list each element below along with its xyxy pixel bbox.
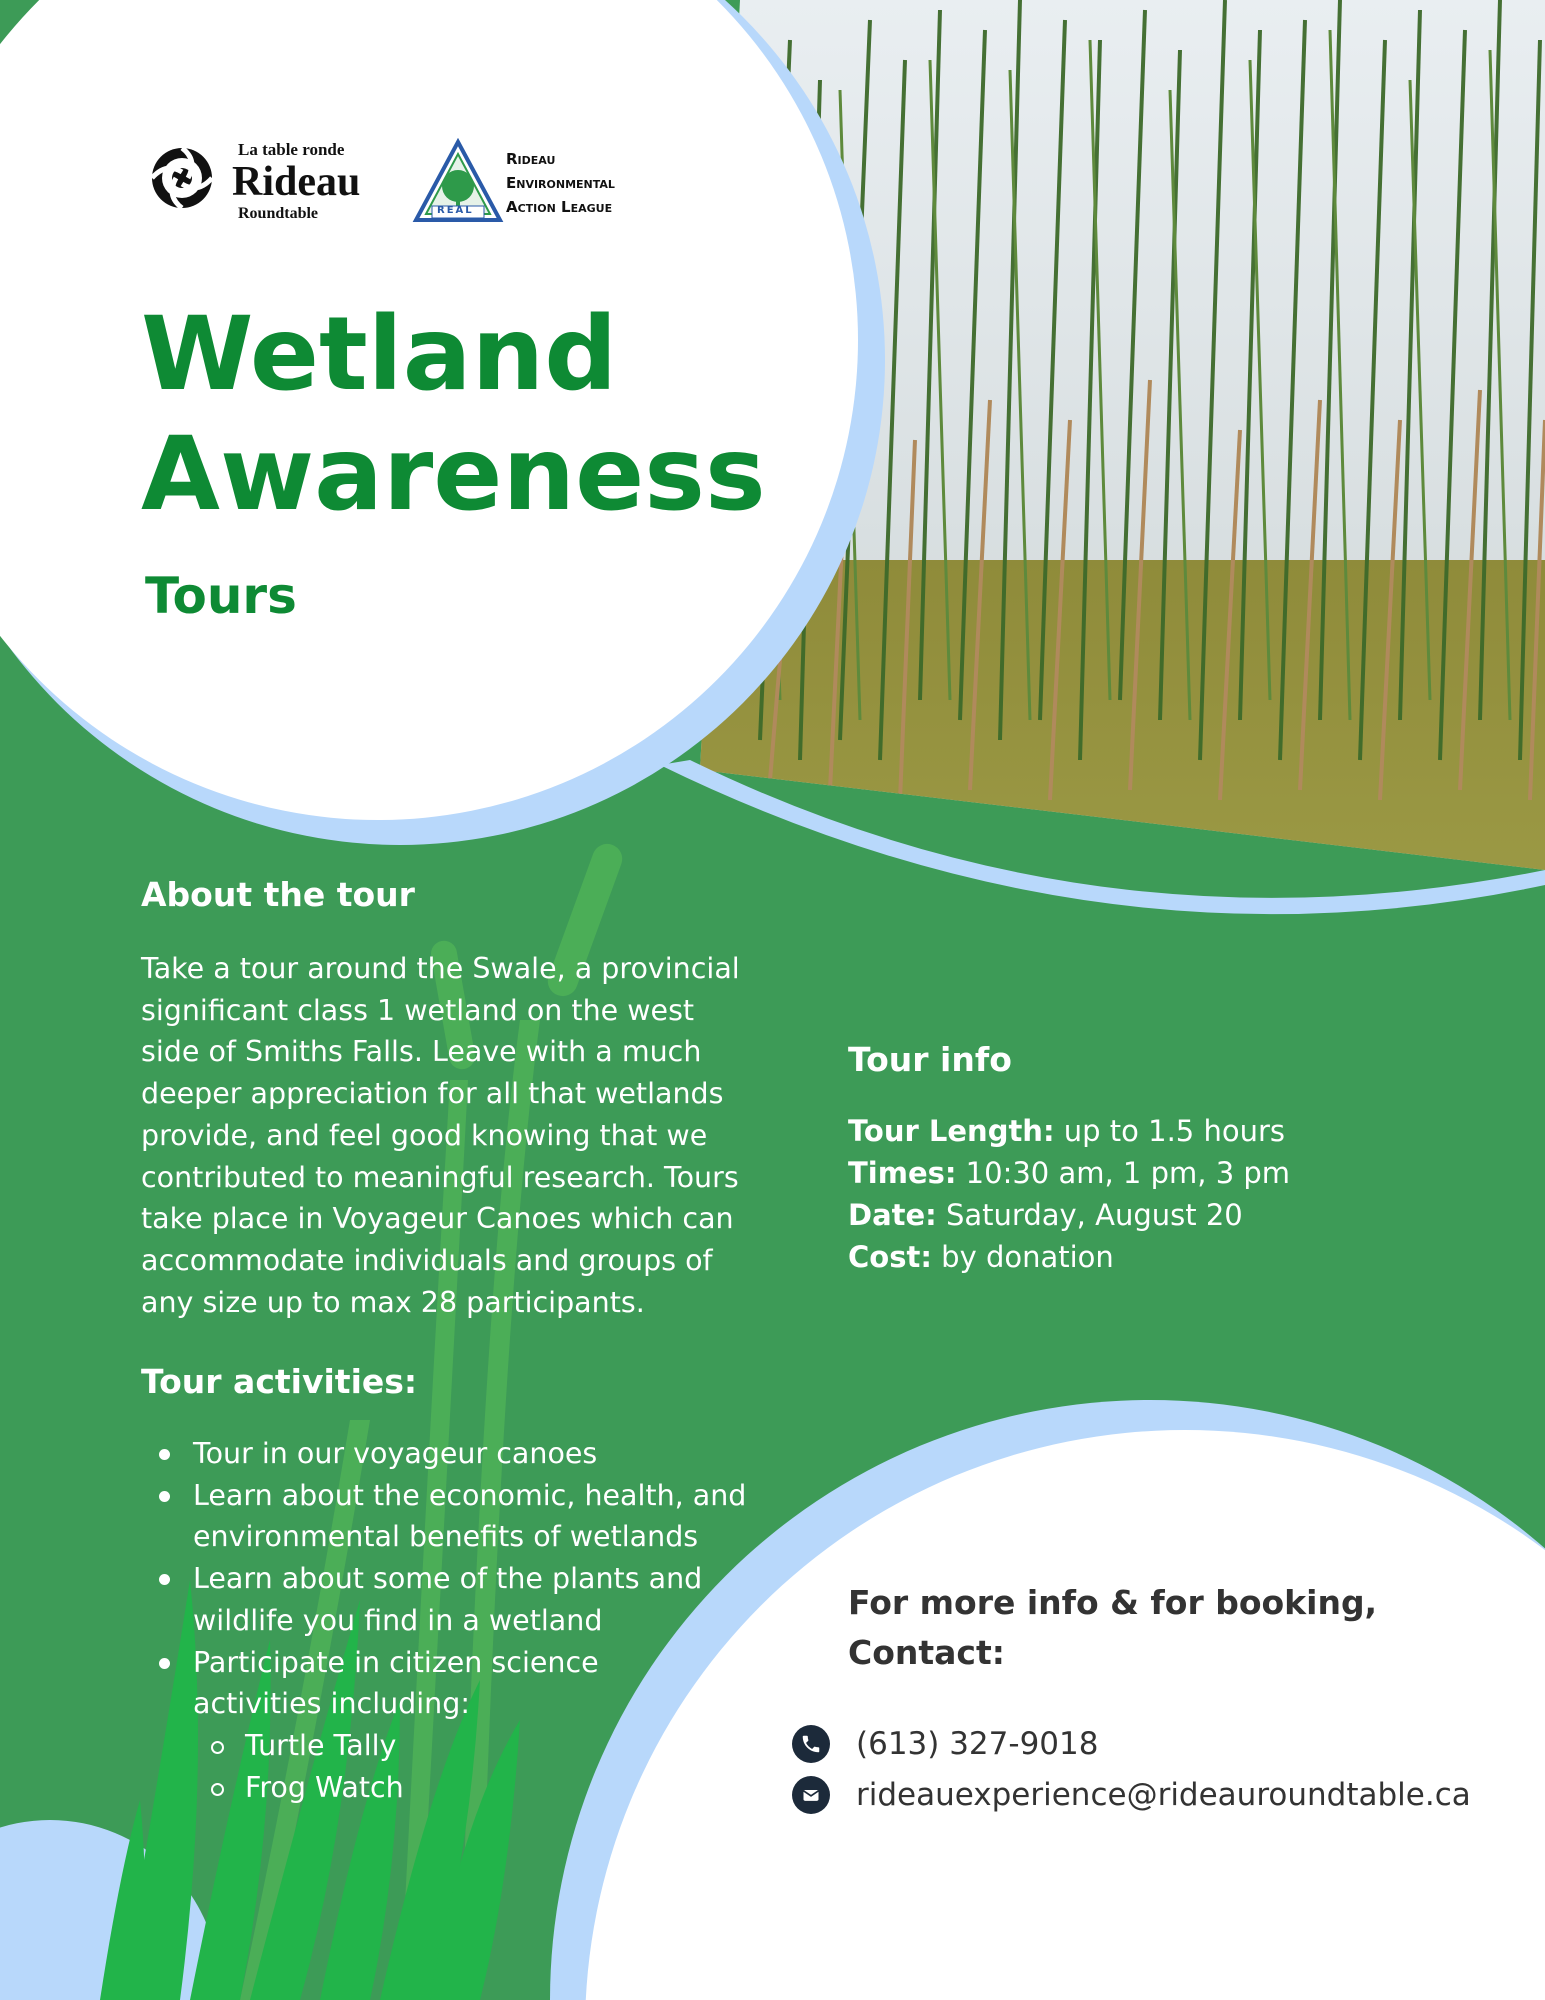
rideau-logo-line3: Roundtable xyxy=(238,205,319,222)
about-text xyxy=(141,948,761,1323)
real-logo-line3: Action League xyxy=(506,198,613,216)
about-line: provide, and feel good knowing that we xyxy=(141,1118,708,1152)
about-line: contributed to meaningful research. Tours xyxy=(141,1160,739,1194)
tour-info-label: Date: xyxy=(848,1198,937,1232)
list-item-line: Learn about the economic, health, and xyxy=(193,1478,747,1512)
list-item-line: Learn about some of the plants and xyxy=(193,1562,703,1596)
tour-info-value: 10:30 am, 1 pm, 3 pm xyxy=(956,1156,1291,1190)
tour-info-label: Tour Length: xyxy=(848,1114,1055,1148)
list-item xyxy=(141,1433,761,1475)
rideau-roundtable-logo xyxy=(148,140,216,221)
list-item xyxy=(141,1475,761,1558)
page-subtitle: Tours xyxy=(145,567,297,625)
about-line: any size up to max 28 participants. xyxy=(141,1285,645,1319)
real-logo-line2: Environmental xyxy=(506,174,615,192)
tour-info-heading: Tour info xyxy=(848,1040,1012,1079)
contact-phone[interactable] xyxy=(792,1725,1098,1763)
about-line: Take a tour around the Swale, a provincial xyxy=(141,952,740,985)
about-line: side of Smiths Falls. Leave with a much xyxy=(141,1035,702,1069)
about-line: accommodate individuals and groups of xyxy=(141,1243,713,1277)
rideau-logo-line1: La table ronde xyxy=(238,140,345,159)
about-heading: About the tour xyxy=(141,875,415,914)
tour-info-row xyxy=(848,1110,1290,1152)
real-badge: REAL xyxy=(437,205,474,216)
envelope-icon xyxy=(792,1776,830,1814)
list-item-line: Participate in citizen science xyxy=(193,1645,599,1679)
list-item-line: activities including: xyxy=(193,1687,470,1721)
contact-heading-line: For more info & for booking, xyxy=(848,1583,1378,1622)
list-item-line: wildlife you find in a wetland xyxy=(193,1603,603,1637)
tour-info-row xyxy=(848,1236,1290,1278)
email-address[interactable]: rideauexperience@rideauroundtable.ca xyxy=(856,1777,1471,1813)
about-line: significant class 1 wetland on the west xyxy=(141,993,695,1027)
tour-info-value: Saturday, August 20 xyxy=(936,1198,1243,1232)
title-line-1: Wetland xyxy=(141,295,618,414)
tour-info-label: Cost: xyxy=(848,1240,932,1274)
rideau-swirl-icon xyxy=(148,140,216,216)
tour-info-value: up to 1.5 hours xyxy=(1054,1114,1285,1148)
list-item-line: Tour in our voyageur canoes xyxy=(193,1437,598,1470)
contact-email[interactable] xyxy=(792,1776,1471,1814)
list-item xyxy=(141,1642,761,1809)
activities-heading: Tour activities: xyxy=(141,1362,418,1401)
contact-heading-line: Contact: xyxy=(848,1633,1005,1672)
phone-icon xyxy=(792,1725,830,1763)
tour-info-row xyxy=(848,1152,1290,1194)
contact-heading xyxy=(848,1578,1408,1678)
sub-list-item: Turtle Tally xyxy=(193,1725,761,1767)
tour-info-row xyxy=(848,1194,1290,1236)
tour-info-value: by donation xyxy=(931,1240,1114,1274)
tour-info-label: Times: xyxy=(848,1156,957,1190)
activities-sublist xyxy=(193,1725,761,1808)
tour-info-details xyxy=(848,1110,1290,1278)
real-logo-line1: Rideau xyxy=(506,150,556,168)
rideau-logo-line2: Rideau xyxy=(232,159,361,205)
title-line-2: Awareness xyxy=(141,415,766,534)
list-item xyxy=(141,1558,761,1641)
list-item-line: environmental benefits of wetlands xyxy=(193,1520,699,1554)
phone-number[interactable]: (613) 327-9018 xyxy=(856,1726,1099,1762)
about-line: deeper appreciation for all that wetlands xyxy=(141,1077,724,1111)
activities-list xyxy=(141,1433,761,1808)
about-line: take place in Voyageur Canoes which can xyxy=(141,1202,734,1236)
sub-list-item: Frog Watch xyxy=(193,1767,761,1809)
page-title xyxy=(141,295,766,535)
